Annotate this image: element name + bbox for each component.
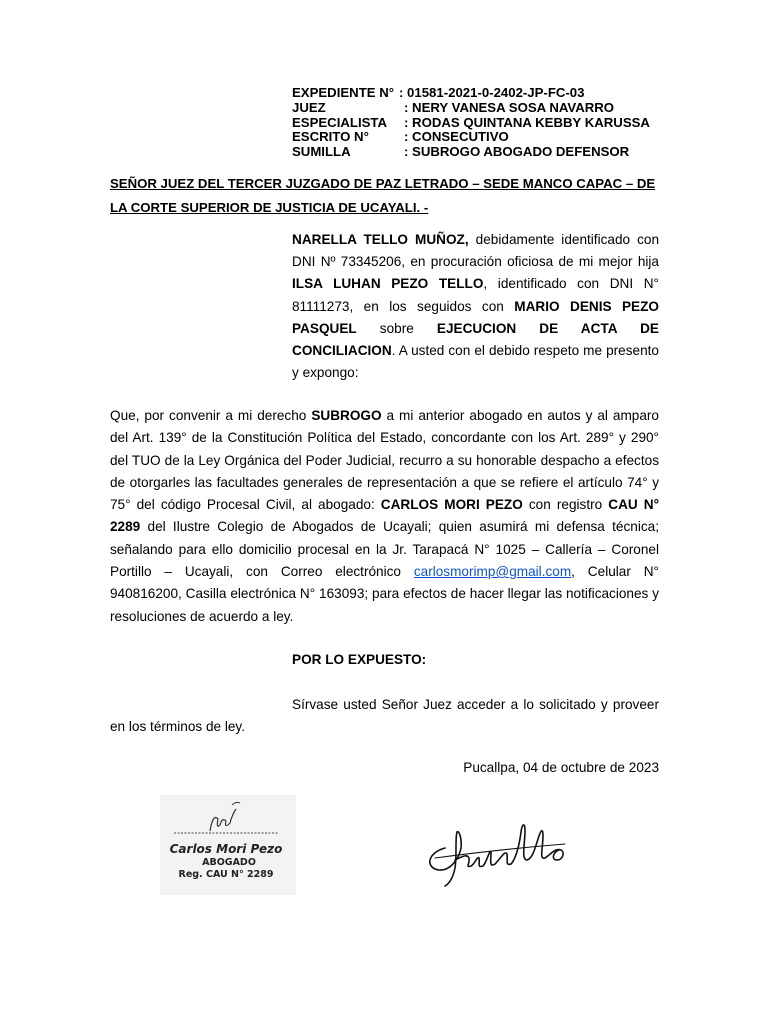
cau-number: CAU N° 2289: [110, 497, 660, 535]
header-value: : SUBROGO ABOGADO DEFENSOR: [404, 144, 630, 160]
body-text: con registro: [522, 497, 609, 513]
closing-text: Sírvase usted Señor Juez acceder a lo solicitado y proveer en los términos de ley.: [110, 697, 659, 734]
daughter-name: ILSA LUHAN PEZO TELLO: [292, 276, 484, 292]
header-value: : NERY VANESA SOSA NAVARRO: [404, 99, 615, 115]
lawyer-stamp-graphic: [160, 795, 296, 895]
stamp-name: Carlos Mori Pezo: [169, 842, 283, 856]
stamp-role: ABOGADO: [202, 857, 256, 868]
intro-text: . A usted con el debido respeto me presento y expongo:: [292, 343, 659, 381]
header-row-expediente: [292, 86, 650, 101]
body-text: , Celular N° 940816200, Casilla electrónica N° 163093; para efectos de hacer llegar las notificaciones y resoluciones de acuerdo a ley.: [110, 564, 659, 624]
body-text: del Ilustre Colegio de Abogados de Ucayali; quien asumirá mi defensa técnica; señalando para ello domicilio procesal en la Jr. Tarapacá N° 1025 – Callería – Coronel Portillo – Ucayali, con Correo electrónico: [110, 519, 659, 580]
intro-text: debidamente identificado con DNI Nº 73345206, en procuración oficiosa de mi mejor hija: [292, 232, 660, 270]
date-line: Pucallpa, 04 de octubre de 2023: [463, 760, 659, 775]
header-value: : 01581-2021-0-2402-JP-FC-03: [399, 85, 585, 100]
header-key: JUEZ: [292, 99, 326, 115]
header-row-especialista: [292, 116, 650, 131]
intro-text: sobre: [356, 320, 437, 336]
header-value: : CONSECUTIVO: [404, 129, 509, 145]
header-row-juez: [292, 101, 650, 116]
header-value: : RODAS QUINTANA KEBBY KARUSSA: [404, 114, 650, 130]
body-text: a mi anterior abogado en autos y al amparo del Art. 139° de la Constitución Política del Estado, concordante con los Art. 289° y 290° del TUO de la Ley Orgánica del Poder Judicial, recurro a su honorable despacho a efectos de otorgarles las facultades generales de representación a que se refiere el artículo 74° y 75° del código Procesal Civil, al abogado:: [110, 408, 659, 513]
petitioner-name: NARELLA TELLO MUÑOZ,: [292, 232, 469, 247]
header-key: SUMILLA: [292, 144, 351, 160]
header-key: ESPECIALISTA: [292, 114, 388, 130]
body-text: Que, por convenir a mi derecho: [110, 408, 312, 423]
petitioner-signature: [415, 808, 595, 898]
subrogo-keyword: SUBROGO: [311, 408, 382, 423]
header-row-escrito: [292, 130, 650, 145]
por-lo-expuesto-heading: POR LO EXPUESTO:: [292, 652, 427, 667]
case-matter: EJECUCION DE ACTA DE CONCILIACION: [292, 320, 659, 359]
stamp-registration: Reg. CAU N° 2289: [178, 869, 274, 880]
lawyer-name: CARLOS MORI PEZO: [380, 497, 523, 513]
addressee-title: SEÑOR JUEZ DEL TERCER JUZGADO DE PAZ LETRADO – SEDE MANCO CAPAC – DE LA CORTE SUPERIOR DE JUSTICIA DE UCAYALI. -: [110, 176, 656, 215]
main-paragraph: [110, 405, 659, 628]
case-header: [292, 86, 650, 160]
intro-paragraph: [292, 229, 659, 384]
header-row-sumilla: [292, 145, 650, 160]
closing-paragraph: [110, 694, 659, 738]
header-key: ESCRITO N°: [292, 129, 369, 145]
header-key: EXPEDIENTE N°: [292, 85, 395, 100]
opponent-name: MARIO DENIS PEZO PASQUEL: [292, 298, 659, 336]
intro-text: , identificado con DNI N° 81111273, en los seguidos con: [292, 276, 659, 314]
email-link[interactable]: carlosmorimp@gmail.com: [413, 564, 572, 580]
lawyer-stamp: [160, 795, 296, 895]
signature-graphic: [415, 808, 595, 898]
